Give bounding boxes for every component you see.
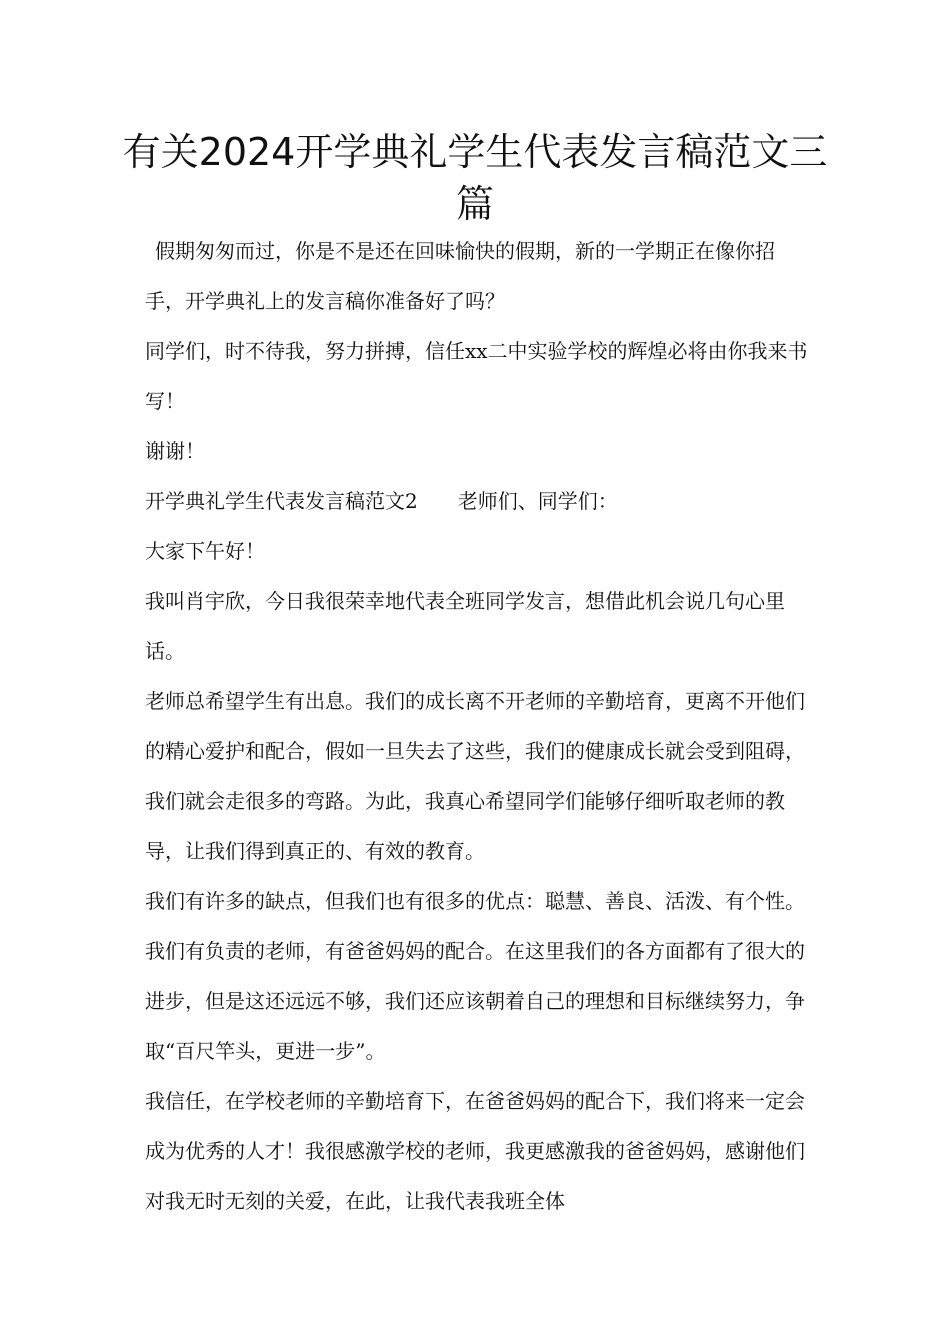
paragraph: 老师总希望学生有出息。我们的成长离不开老师的辛勤培育，更离不开他们的精心爱护和配合，假如一旦失去了这些，我们的健康成长就会受到阻碍，我们就会走很多的弯路。为此，我真心希望同学们能够仔细听取老师的教导，让我们得到真正的、有效的教育。 (145, 689, 805, 863)
paragraph: 大家下午好！ (145, 539, 265, 563)
paragraph: 我们有许多的缺点，但我们也有很多的优点：聪慧、善良、活泼、有个性。我们有负责的老师，有爸爸妈妈的配合。在这里我们的各方面都有了很大的进步，但是这还远远不够，我们还应该朝着自己的理想和目标继续努力，争取“百尺竿头，更进一步”。 (145, 889, 805, 1063)
paragraph: 谢谢！ (145, 439, 205, 463)
paragraph: 开学典礼学生代表发言稿范文2 老师们、同学们： (145, 489, 618, 513)
paragraph: 我叫肖宇欣，今日我很荣幸地代表全班同学发言，想借此机会说几句心里话。 (145, 589, 785, 663)
document-body (145, 226, 810, 1226)
document-title: 有关2024开学典礼学生代表发言稿范文三篇 (122, 130, 828, 226)
paragraph: 同学们，时不待我，努力拼搏，信任xx二中实验学校的辉煌必将由你我来书写！ (145, 339, 808, 413)
paragraph: 我信任，在学校老师的辛勤培育下，在爸爸妈妈的配合下，我们将来一定会成为优秀的人才！我很感激学校的老师，我更感激我的爸爸妈妈，感谢他们对我无时无刻的关爱，在此，让我代表我班全体 (145, 1089, 805, 1213)
paragraph: 假期匆匆而过，你是不是还在回味愉快的假期，新的一学期正在像你招手，开学典礼上的发言稿你准备好了吗？ (145, 239, 775, 313)
